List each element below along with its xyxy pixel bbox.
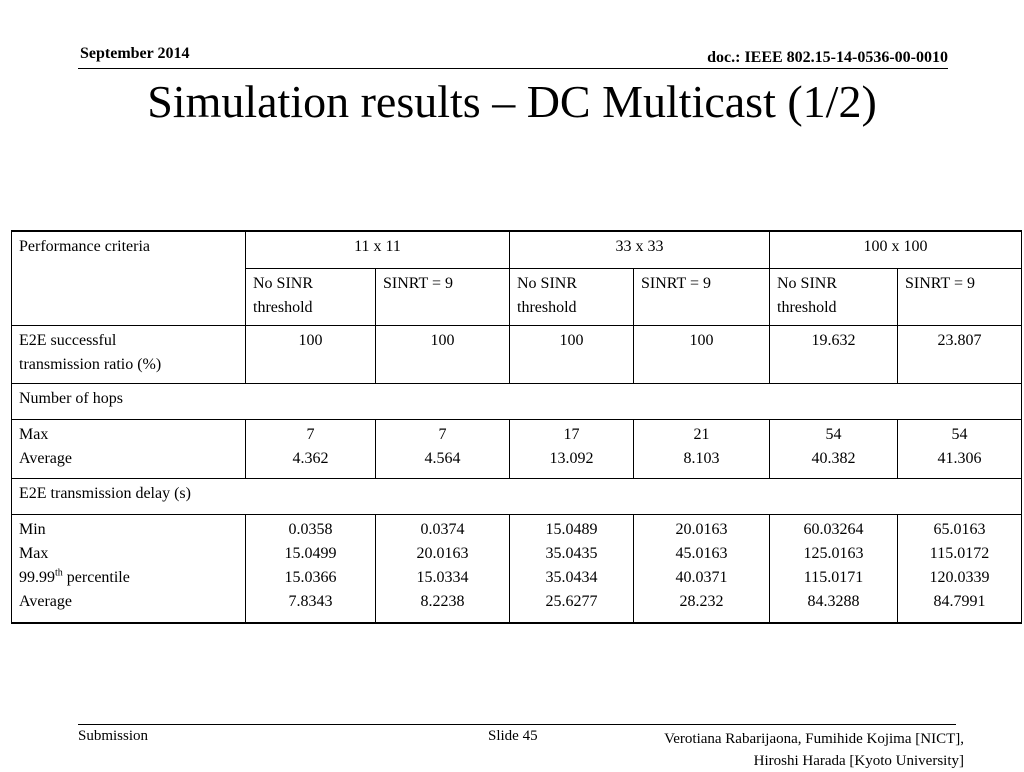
value-cell: 100 bbox=[246, 325, 376, 383]
value-cell: 65.0163 115.0172 120.0339 84.7991 bbox=[898, 514, 1022, 623]
value-cell: 0.0374 20.0163 15.0334 8.2238 bbox=[376, 514, 510, 623]
section-row-hops: Number of hops bbox=[12, 383, 1022, 419]
value-cell: 60.03264 125.0163 115.0171 84.3288 bbox=[770, 514, 898, 623]
subheader-cell: No SINR threshold bbox=[510, 268, 634, 325]
slide-title: Simulation results – DC Multicast (1/2) bbox=[147, 76, 877, 127]
subheader-cell: SINRT = 9 bbox=[898, 268, 1022, 325]
results-table bbox=[11, 230, 1022, 624]
value-cell: 7 4.564 bbox=[376, 419, 510, 478]
value-cell: 100 bbox=[510, 325, 634, 383]
value-cell: 20.0163 45.0163 40.0371 28.232 bbox=[634, 514, 770, 623]
subheader-cell: SINRT = 9 bbox=[634, 268, 770, 325]
criteria-header: Performance criteria bbox=[12, 231, 246, 325]
value-cell: 19.632 bbox=[770, 325, 898, 383]
header-date: September 2014 bbox=[80, 45, 190, 62]
value-cell: 0.0358 15.0499 15.0366 7.8343 bbox=[246, 514, 376, 623]
footer-submission: Submission bbox=[78, 728, 149, 744]
value-cell: 15.0489 35.0435 35.0434 25.6277 bbox=[510, 514, 634, 623]
group-header: 33 x 33 bbox=[510, 231, 770, 268]
footer-rule bbox=[78, 724, 956, 725]
header-doc-id: doc.: IEEE 802.15-14-0536-00-0010 bbox=[707, 49, 948, 66]
value-cell: 21 8.103 bbox=[634, 419, 770, 478]
row-label-e2e-ratio: E2E successful transmission ratio (%) bbox=[12, 325, 246, 383]
subheader-cell: No SINR threshold bbox=[246, 268, 376, 325]
value-cell: 7 4.362 bbox=[246, 419, 376, 478]
value-cell: 100 bbox=[634, 325, 770, 383]
value-cell: 23.807 bbox=[898, 325, 1022, 383]
value-cell: 17 13.092 bbox=[510, 419, 634, 478]
footer-authors: Verotiana Rabarijaona, Fumihide Kojima [NICT], Hiroshi Harada [Kyoto University] bbox=[664, 731, 964, 769]
row-label-hops: Max Average bbox=[12, 419, 246, 478]
footer-slide-number: Slide 45 bbox=[488, 728, 538, 744]
subheader-cell: SINRT = 9 bbox=[376, 268, 510, 325]
header-rule bbox=[78, 68, 948, 69]
section-row-delay: E2E transmission delay (s) bbox=[12, 478, 1022, 514]
group-header: 11 x 11 bbox=[246, 231, 510, 268]
value-cell: 54 40.382 bbox=[770, 419, 898, 478]
value-cell: 54 41.306 bbox=[898, 419, 1022, 478]
group-header: 100 x 100 bbox=[770, 231, 1022, 268]
value-cell: 100 bbox=[376, 325, 510, 383]
row-label-delay: Min Max 99.99th percentile Average bbox=[12, 514, 246, 623]
subheader-cell: No SINR threshold bbox=[770, 268, 898, 325]
